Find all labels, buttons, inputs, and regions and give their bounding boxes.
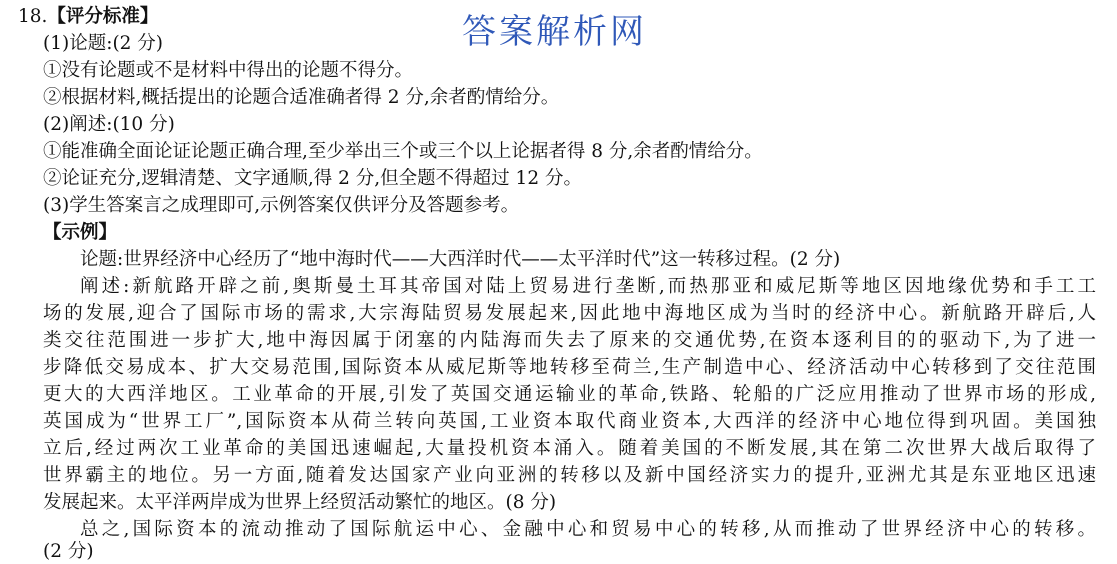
part1-item2: ②根据材料,概括提出的论题合适准确者得 2 分,余者酌情给分。	[43, 87, 560, 108]
part1-title: (1)论题:(2 分)	[43, 33, 164, 54]
part2-item1: ①能准确全面论证论题正确合理,至少举出三个或三个以上论据者得 8 分,余者酌情给分。	[43, 141, 763, 162]
section-title-scoring: 【评分标准】	[47, 6, 159, 27]
part3-note: (3)学生答案言之成理即可,示例答案仅供评分及答题参考。	[43, 195, 520, 216]
elaboration-line: 类交往范围进一步扩大,地中海因属于闭塞的内陆海而失去了原来的交通优势,在资本逐利目的的驱动下,为了进一	[43, 330, 1096, 351]
conclusion-line: 总之,国际资本的流动推动了国际航运中心、金融中心和贸易中心的转移,从而推动了世界经济中心的转移。	[80, 519, 1096, 540]
question-header	[18, 5, 158, 29]
elaboration-line: 更大的大西洋地区。工业革命的开展,引发了英国交通运输业的革命,铁路、轮船的广泛应用推动了世界市场的形成,	[43, 384, 1096, 405]
part1-item1: ①没有论题或不是材料中得出的论题不得分。	[43, 60, 414, 81]
elaboration-line: 世界霸主的地位。另一方面,随着发达国家产业向亚洲的转移以及新中国经济实力的提升,亚洲尤其是东亚地区迅速	[43, 465, 1096, 486]
elaboration-line: 英国成为“世界工厂”,国际资本从荷兰转向英国,工业资本取代商业资本,大西洋的经济中心地位得到巩固。美国独	[43, 411, 1096, 432]
elaboration-line: 场的发展,迎合了国际市场的需求,大宗海陆贸易发展起来,因此地中海地区成为当时的经济中心。新航路开辟后,人	[43, 303, 1096, 324]
watermark: 答案解析网	[462, 12, 647, 52]
conclusion-score: (2 分)	[43, 541, 94, 562]
elaboration-line: 步降低交易成本、扩大交易范围,国际资本从威尼斯等地转移至荷兰,生产制造中心、经济活动中心转移到了交往范围	[43, 357, 1096, 378]
elaboration-line: 立后,经过两次工业革命的美国迅速崛起,大量投机资本涌入。随着美国的不断发展,其在第二次世界大战后取得了	[43, 438, 1096, 459]
part2-title: (2)阐述:(10 分)	[43, 114, 175, 135]
part2-item2: ②论证充分,逻辑清楚、文字通顺,得 2 分,但全题不得超过 12 分。	[43, 168, 582, 189]
elaboration-line: 发展起来。太平洋两岸成为世界上经贸活动繁忙的地区。(8 分)	[43, 492, 557, 513]
section-title-example: 【示例】	[43, 222, 118, 243]
question-number: 18.	[18, 6, 48, 27]
elaboration-line: 阐述:新航路开辟之前,奥斯曼土耳其帝国对陆上贸易进行垄断,而热那亚和威尼斯等地区因地缘优势和手工工	[80, 276, 1096, 297]
example-thesis: 论题:世界经济中心经历了“地中海时代——大西洋时代——太平洋时代”这一转移过程。(2 分)	[80, 249, 841, 270]
